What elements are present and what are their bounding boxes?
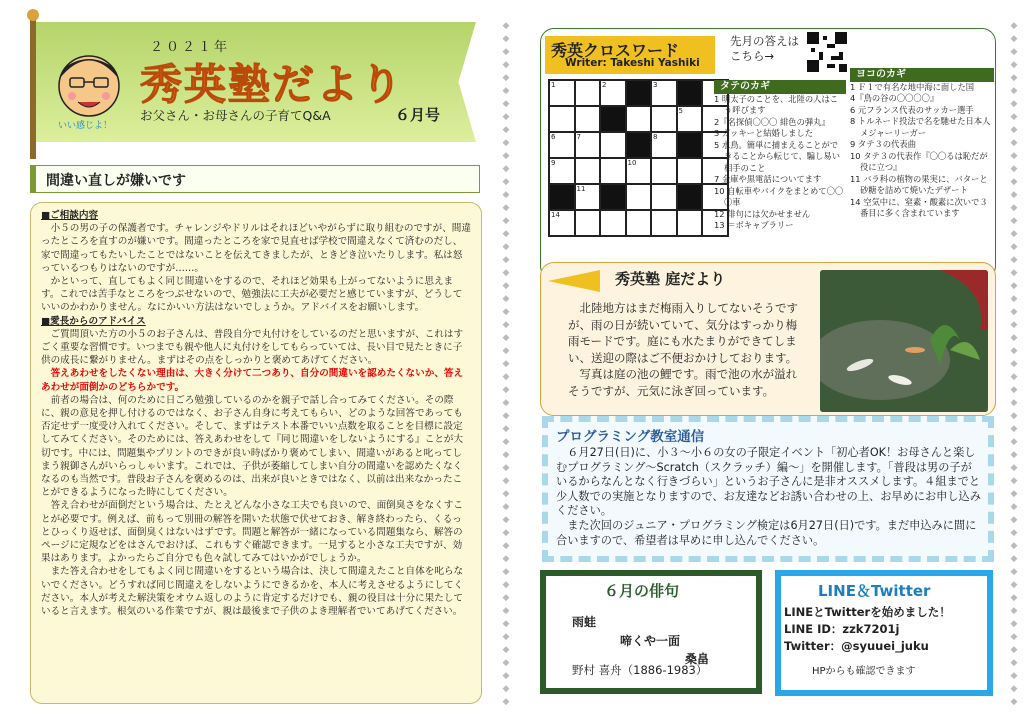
consult-paragraph: 小５の男の子の保護者です。チャレンジやドリルはそれほどいやがらずに取り組むのですが、間違ったところを直すのが嫌いです。間違ったところを家で見直せば学校で間違えなくて済むのだし、家で間違ってもたいしたことではないことを伝えてきましたが、ときどき泣いたりします。私は怒っているつもりはないのですが……。 <box>41 223 471 274</box>
crossword-cell[interactable]: 8 <box>651 132 677 158</box>
clue: 14 空気中に、窒素・酸素に次いで３番目に多く含まれています <box>850 196 988 218</box>
advice-label: ■愛長からのアドバイス <box>41 315 146 327</box>
haiku-title: ６月の俳句 <box>604 582 680 600</box>
advice-paragraph: ご質問頂いた方の小５のお子さんは、普段自分で丸付けをしているのだと思いますが、これはすごく重要な習慣です。いつまでも親や他人に丸付けをしてもらっていては、長い目で見たときに子供の成長に繋がりません。まずはその点をしっかりと褒めてあげてください。 <box>41 328 464 367</box>
crossword-cell[interactable] <box>651 210 677 236</box>
crossword-cell[interactable]: 5 <box>677 106 703 132</box>
crossword-cell[interactable]: 14 <box>549 210 575 236</box>
yoko-label: ヨコのカギ <box>850 68 994 82</box>
clue: 5 水鳥。簡単に捕まえることができることから転じて、騙し易い相手のこと <box>714 139 840 173</box>
clue: 2『名探偵〇〇〇 緋色の弾丸』 <box>714 116 830 127</box>
clue: 12 俳句には欠かせません <box>714 208 811 219</box>
consult-label: ■ご相談内容 <box>41 210 99 221</box>
newsletter-subtitle: お父さん・お母さんの子育てQ&A <box>140 108 331 123</box>
haiku-author: 野村 喜舟（1886-1983） <box>572 663 708 677</box>
line-twitter-body <box>784 604 989 655</box>
tate-clues <box>714 80 846 232</box>
announce: LINEとTwitterを始めました！ <box>784 605 951 619</box>
haiku-line: 桑畠 <box>685 652 710 666</box>
caricature-caption: いい感じよ！ <box>58 121 113 131</box>
tate-label: タテのカギ <box>714 80 846 94</box>
newsletter-title: 秀英塾だより <box>140 60 405 109</box>
twitter-handle[interactable]: Twitter：@syuuei_juku <box>784 639 929 653</box>
black-cell <box>600 184 626 210</box>
crossword-cell[interactable]: 7 <box>575 132 601 158</box>
line-twitter-title: LINE＆Twitter <box>818 582 931 600</box>
programming-body <box>556 446 982 548</box>
crossword-cell[interactable] <box>651 106 677 132</box>
black-cell <box>549 184 575 210</box>
flag-pole <box>30 14 36 159</box>
garden-title: 秀英塾 庭だより <box>615 270 726 288</box>
crossword-cell[interactable] <box>626 184 652 210</box>
crossword-cell[interactable] <box>575 80 601 106</box>
crossword-cell[interactable]: 6 <box>549 132 575 158</box>
clue: 8 トルネード投法で名を馳せた日本人メジャーリーガー <box>850 116 991 138</box>
crossword-cell[interactable] <box>651 184 677 210</box>
crossword-cell[interactable] <box>600 158 626 184</box>
crossword-cell[interactable] <box>626 210 652 236</box>
clue: 3 ガッキーと結婚しました <box>714 128 814 138</box>
crossword-cell[interactable]: 1 <box>549 80 575 106</box>
crossword-title: 秀英クロスワード <box>551 41 680 60</box>
clue: 1 Ｆ１で有名な地中海に面した国 <box>850 81 975 92</box>
teacher-caricature-icon <box>48 38 130 134</box>
question-heading-text: 間違い直しが嫌いです <box>46 173 186 189</box>
pond-photo <box>820 270 988 412</box>
clue: 1 明太子のことを、北陸の人はこう呼びます <box>714 93 839 115</box>
clue: 9 タテ３の代表曲 <box>850 139 916 149</box>
crossword-cell[interactable] <box>549 106 575 132</box>
crossword-cell[interactable]: 9 <box>549 158 575 184</box>
advice-paragraph: また答え合わせをしてもよく同じ間違いをするという場合は、決して間違えたこと自体を叱らないでください。どうすれば同じ間違えをしないようにできるかを、本人に考えさせるようにしてください。本人が考えた解決策をオウム返しのように肯定するだけでも、親の役目は十分に果たしていると言えます。根気のいる作業ですが、親は最後まで子供のよき理解者でいてあげてください。 <box>41 566 464 618</box>
garden-body <box>568 300 808 399</box>
clue: 13 ＝ボキャブラリー <box>714 220 794 230</box>
crossword-grid <box>548 79 729 237</box>
column-divider: ◆ ◆ ◆ ◆ ◆ ◆ ◆ ◆ ◆ ◆ ◆ ◆ ◆ ◆ ◆ ◆ ◆ ◆ ◆ ◆ ◆ ◆ ◆ ◆ ◆ ◆ ◆ ◆ ◆ ◆ ◆ ◆ ◆ ◆ ◆ ◆ ◆ ◆ ◆ ◆ ◆ ◆ ◆ ◆ ◆ ◆ ◆ ◆ ◆ ◆ ◆ ◆ ◆ <box>502 21 510 707</box>
line-id[interactable]: LINE ID：zzk7201j <box>784 622 900 636</box>
question-heading <box>30 165 480 193</box>
crossword-writer: Writer: Takeshi Yashiki <box>565 57 700 69</box>
clue: 7 金庫や黒電話についてます <box>714 174 822 184</box>
crossword-cell[interactable] <box>626 106 652 132</box>
haiku-line: 啼くや一面 <box>620 634 681 648</box>
yoko-clues <box>850 68 994 220</box>
issue-month: ６月号 <box>395 106 441 124</box>
advice-paragraph: 答え合わせが面倒だという場合は、たとえどんな小さな工夫でも良いので、面倒臭さをなくすことが必要です。例えば、前もって別冊の解答を開いた状態で伏せておき、解き終わったら、くるっとひっくり返せば、面倒臭くはないはずです。問題と解答が一緒になっている問題集なら、解答のページに定規などをはさんでおけば、これもすぐ確認できます。一見すると小さな工夫ですが、効果はあります。よかったらご自分でも色々試してみてはいかがでしょうか。 <box>41 500 463 565</box>
qr-code-icon[interactable] <box>807 32 847 72</box>
crossword-cell[interactable] <box>575 106 601 132</box>
crossword-cell[interactable] <box>600 132 626 158</box>
black-cell <box>600 106 626 132</box>
line-footer: HPからも確認できます <box>812 666 916 677</box>
crossword-cell[interactable]: 11 <box>575 184 601 210</box>
clue: 11 バラ科の植物の果実に、バターと砂糖を詰めて焼いたデザート <box>850 173 988 195</box>
issue-year: ２０２１年 <box>150 40 231 55</box>
garden-paragraph: 北陸地方はまだ梅雨入りしてないそうですが、雨の日が続いていて、気分はすっかり梅雨モードです。庭にも水たまりができてしまい、送迎の際はご不便おかけしております。 <box>568 301 798 365</box>
advice-paragraph-highlight: 答えあわせをしたくない理由は、大きく分けて二つあり、自分の間違いを認めたくないか、答えあわせが面倒かのどちらかです。 <box>41 368 464 393</box>
haiku-line: 雨蛙 <box>572 615 597 629</box>
programming-paragraph: ６月27日(日)に、小３〜小６の女の子限定イベント「初心者OK！お母さんと楽しむプログラミング〜Scratch（スクラッチ）編〜」を開催します。「普段は男の子がいるからなんとなく行きづらい」というお子さんに是非オススメします。４組までと少人数での実施となりますので、お友達などお誘い合わせの上、お早めにお申し込みください。 <box>556 446 981 518</box>
crossword-cell[interactable] <box>677 210 703 236</box>
last-month-answer-prompt <box>730 34 799 64</box>
crossword-cell[interactable] <box>651 158 677 184</box>
black-cell <box>677 184 703 210</box>
crossword-cell[interactable] <box>600 210 626 236</box>
clue: 10 自転車やバイクをまとめて〇〇〇車 <box>714 185 844 207</box>
crossword-cell[interactable]: 3 <box>651 80 677 106</box>
right-edge-divider: ◆ ◆ ◆ ◆ ◆ ◆ ◆ ◆ ◆ ◆ ◆ ◆ ◆ ◆ ◆ ◆ ◆ ◆ ◆ ◆ ◆ ◆ ◆ ◆ ◆ ◆ ◆ ◆ ◆ ◆ ◆ ◆ ◆ ◆ ◆ ◆ ◆ ◆ ◆ ◆ ◆ ◆ ◆ ◆ ◆ ◆ ◆ ◆ ◆ ◆ ◆ ◆ ◆ <box>1010 21 1018 707</box>
black-cell <box>626 80 652 106</box>
crossword-cell[interactable]: 2 <box>600 80 626 106</box>
answer-prompt-line: 先月の答えは <box>730 34 799 48</box>
crossword-cell[interactable]: 10 <box>626 158 652 184</box>
programming-paragraph: また次回のジュニア・プログラミング検定は6月27日(日)です。まだ申込みに間に合いますので、希望者は早めに申し込んでください。 <box>556 518 977 547</box>
crossword-cell[interactable] <box>677 158 703 184</box>
black-cell <box>626 132 652 158</box>
clue: 4『鳥の谷の〇〇〇〇』 <box>850 93 939 103</box>
flag-pole-knob <box>27 9 39 21</box>
advice-paragraph: 前者の場合は、何のために日ごろ勉強しているのかを親子で話し合ってみてください。その際に、親の意見を押し付けるのではなく、お子さん自身に考えてもらい、どのような回答であっても否定せず一度受け入れてください。そして、まずはテスト本番でいい点数を取ることを目標に設定してみてください。そのためには、答えあわせをして『同じ間違いをしないようにする』ことが大切です。中には、問題集やプリントのできが良い時ばかり褒めてしまい、間違いがあると叱ってしまう親御さんがいらっしゃいます。これでは、子供が萎縮してしまい自分の間違いを認めたくなくなるのも当然です。普段お子さんを褒めるのは、出来が良いときではなく、以前は出来なかったことができるようになった時にしてください。 <box>41 394 464 499</box>
crossword-cell[interactable] <box>575 210 601 236</box>
black-cell <box>677 80 703 106</box>
garden-paragraph: 写真は庭の池の鯉です。雨で池の水が溢れそうですが、元気に泳ぎ回っています。 <box>568 367 798 398</box>
crossword-title-block <box>545 36 715 74</box>
crossword-cell[interactable] <box>575 158 601 184</box>
black-cell <box>677 132 703 158</box>
qa-article <box>30 202 482 704</box>
programming-title: プログラミング教室通信 <box>556 429 705 445</box>
answer-prompt-line: こちら→ <box>730 49 775 63</box>
clue: 6 元フランス代表のサッカー選手 <box>850 104 974 115</box>
consult-paragraph: かといって、直してもよく同じ間違いをするので、それほど効果も上がってないように思えます。これでは苦手なところをつぶせないので、勉強法に工夫が必要だと感じていますが、どうしていいのかわかりません。なにかいい方法はないでしょうか。アドバイスをお願いします。 <box>41 276 463 314</box>
clue: 10 タテ３の代表作『〇〇るは恥だが役に立つ』 <box>850 150 988 172</box>
